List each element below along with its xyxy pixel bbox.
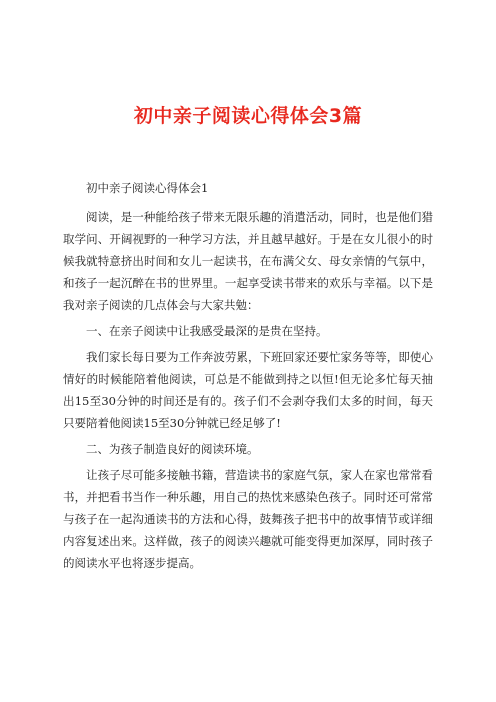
document-body <box>63 177 433 578</box>
paragraph: 二、为孩子制造良好的阅读环境。 <box>86 442 259 456</box>
document-title: 初中亲子阅读心得体会3篇 <box>133 105 363 127</box>
paragraph: 我们家长每日要为工作奔波劳累，下班回家还要忙家务等等，即使心情好的时候能陪着他阅读，可总是不能做到持之以恒!但无论多忙每天抽出15至30分钟的时间还是有的。孩子们不会剥夺我们太多的时间，每天只要陪着他阅读15至30分钟就已经足够了! <box>63 350 433 430</box>
paragraph: 阅读，是一种能给孩子带来无限乐趣的消遣活动，同时，也是他们猎取学问、开阔视野的一种学习方法，并且越早越好。于是在女儿很小的时候我就特意挤出时间和女儿一起读书，在布满父女、母女亲情的气氛中，和孩子一起沉醉在书的世界里。一起享受读书带来的欢乐与幸福。以下是我对亲子阅读的几点体会与大家共勉： <box>63 210 433 312</box>
paragraph: 一、在亲子阅读中让我感受最深的是贵在坚持。 <box>86 324 328 338</box>
section-heading: 初中亲子阅读心得体会1 <box>86 181 209 195</box>
paragraph: 让孩子尽可能多接触书籍，营造读书的家庭气氛，家人在家也常常看书，并把看书当作一种乐趣，用自己的热忱来感染色孩子。同时还可常常与孩子在一起沟通读书的方法和心得，鼓舞孩子把书中的故事情节或详细内容复述出来。这样做，孩子的阅读兴趣就可能变得更加深厚，同时孩子的阅读水平也将逐步提高。 <box>63 468 433 570</box>
